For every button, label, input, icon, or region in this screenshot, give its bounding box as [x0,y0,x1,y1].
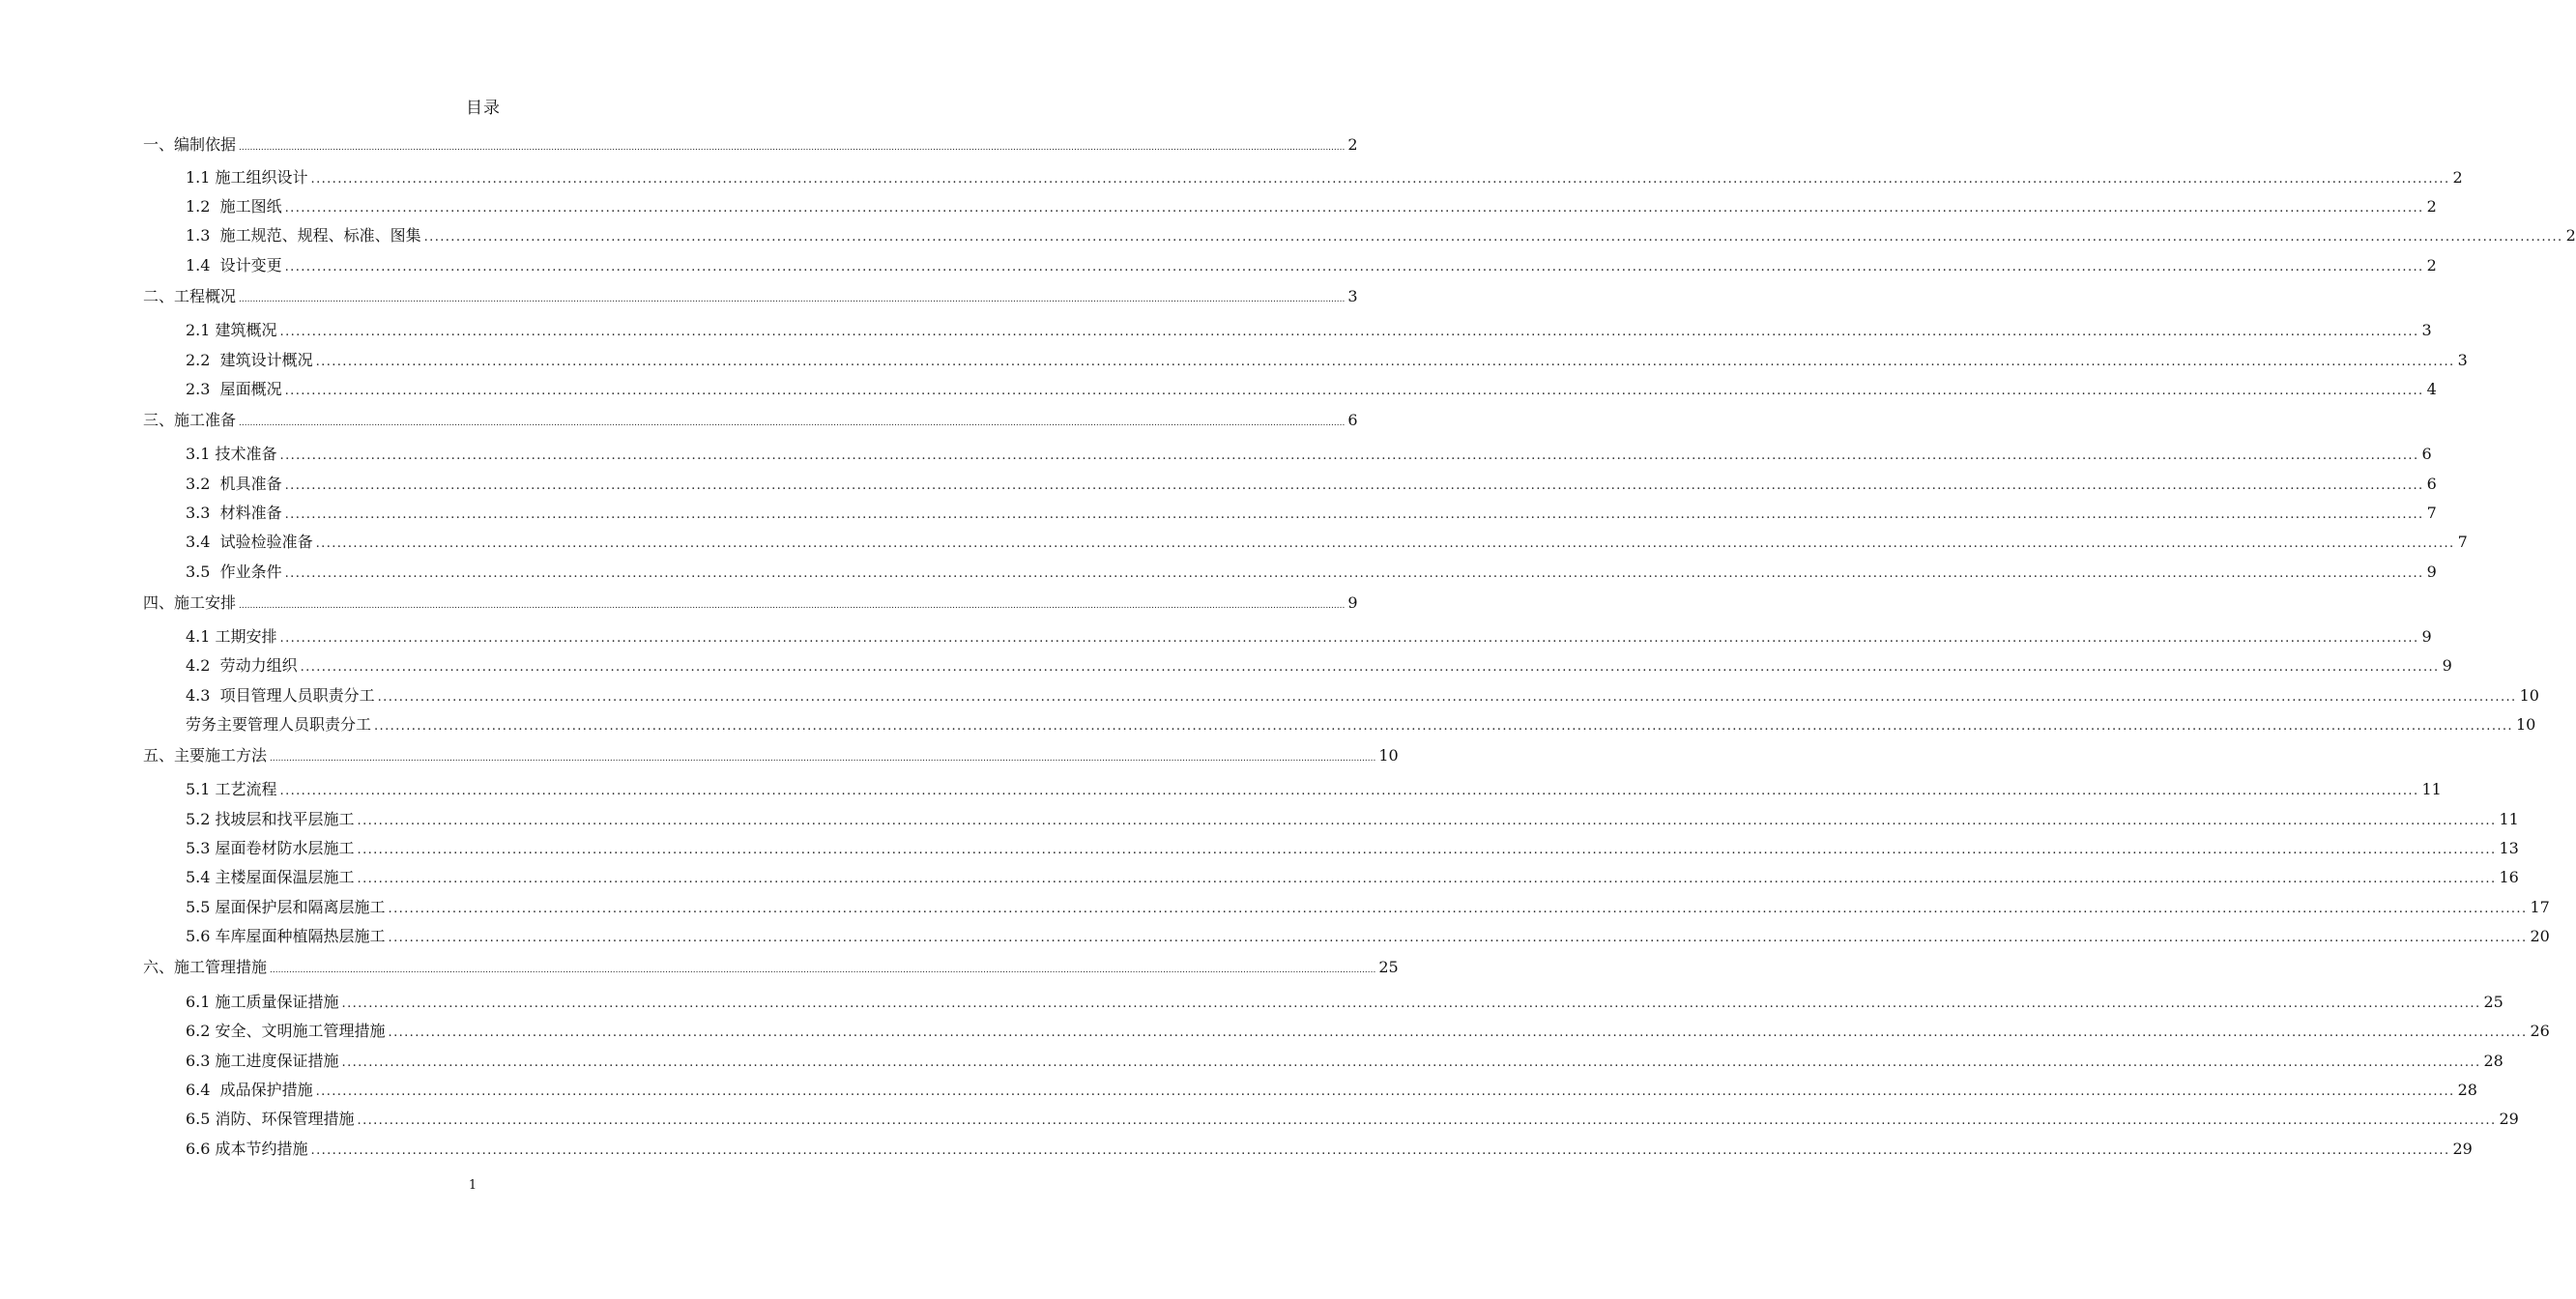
toc-title: 目录 [466,99,501,118]
toc-entry-page: 26 [2530,1022,2550,1040]
toc-entry-label: 6.1 施工质量保证措施 [186,993,339,1011]
toc-entry-page: 9 [2421,627,2432,646]
dot-leader: ................................................................................................................................................................................................................................................................................................................................................................................................................ [284,507,2424,522]
toc-entry-label: 5.2 找坡层和找平层施工 [186,810,355,828]
toc-entry[interactable] [186,563,2437,584]
toc-entry[interactable] [143,135,1358,158]
toc-entry-page: 29 [2499,1110,2519,1128]
toc-entry-page: 2 [2426,197,2437,216]
dot-leader: ................................................................................................................................................................................................................................................................................................................................................................................................................ [279,784,2419,798]
toc-entry-label: 六、施工管理措施 [143,958,268,976]
toc-entry-label: 一、编制依据 [143,135,237,154]
toc-entry[interactable] [186,504,2437,525]
toc-entry-label: 3.3 材料准备 [186,504,282,522]
toc-entry-label: 5.6 车库屋面种植隔热层施工 [186,927,386,945]
toc-entry-label: 2.2 建筑设计概况 [186,351,313,369]
toc-entry-label: 5.4 主楼屋面保温层施工 [186,868,355,886]
toc-entry-label: 4.2 劳动力组织 [186,656,298,675]
toc-entry[interactable] [143,411,1358,433]
toc-entry-page: 2 [2565,226,2576,245]
dot-leader: ................................................................................................................................................................................................................................................................................................................................................................................................................ [310,172,2450,187]
dot-leader: ................................................................................................................................................................................................................................................................................................................................................................................................................ [315,536,2455,551]
toc-entry-page: 2 [2452,168,2463,187]
toc-entry[interactable] [143,593,1358,616]
toc-entry-page: 2 [1347,135,1358,154]
toc-entry-page: 16 [2499,868,2519,886]
toc-entry[interactable] [186,226,2576,247]
toc-entry-label: 6.3 施工进度保证措施 [186,1052,339,1070]
dot-leader: ................................................................................................................................................................................................................................................................................................................................................................................................................ [341,1055,2481,1070]
dot-leader: ................................................................................................................................................................................................................................................................................................................................................................................................................ [300,660,2440,675]
dot-leader: ................................................................................................................................................................................................................................................................................................................................................................................................................ [388,931,2528,945]
toc-entry-page: 28 [2457,1081,2477,1099]
toc-entry-label: 2.1 建筑概况 [186,321,277,339]
toc-entry-label: 三、施工准备 [143,411,237,429]
toc-entry[interactable] [143,958,1399,980]
toc-entry-label: 2.3 屋面概况 [186,380,282,398]
toc-entry-label: 4.3 项目管理人员职责分工 [186,686,375,705]
toc-entry[interactable] [186,810,2519,831]
toc-entry[interactable] [186,168,2463,189]
toc-entry-page: 9 [2442,656,2452,675]
toc-entry-page: 6 [1347,411,1358,429]
toc-entry-label: 劳务主要管理人员职责分工 [186,715,372,734]
toc-entry[interactable] [186,321,2432,342]
toc-entry-page: 11 [2499,810,2519,828]
toc-entry[interactable] [143,746,1399,768]
toc-entry[interactable] [186,197,2437,218]
toc-entry-page: 10 [2515,715,2536,734]
toc-entry-page: 10 [1378,746,1399,765]
toc-entry-label: 1.1 施工组织设计 [186,168,308,187]
dot-leader: ................................................................................................................................................................................................................................................................................................................................................................................................................ [341,996,2481,1011]
toc-entry-page: 11 [2421,780,2442,798]
toc-entry-page: 13 [2499,839,2519,857]
toc-entry-page: 17 [2530,898,2550,916]
toc-entry[interactable] [186,868,2519,889]
dot-leader: ................................................................................................................................................................................................................................................................................................................................................................................................................ [279,325,2419,339]
dot-leader: ................................................................................................................................................................................................................................................................................................................................................................................................................ [374,719,2513,734]
toc-entry-label: 6.6 成本节约措施 [186,1140,308,1158]
toc-entry[interactable] [186,898,2550,919]
dot-leader: ................................................................................................................................................................................................................................................................................................................................................................................................................ [270,966,1376,975]
toc-entry[interactable] [186,351,2468,372]
dot-leader: ................................................................................................................................................................................................................................................................................................................................................................................................................ [239,419,1346,428]
toc-entry-label: 6.4 成品保护措施 [186,1081,313,1099]
toc-entry-label: 1.2 施工图纸 [186,197,282,216]
dot-leader: ................................................................................................................................................................................................................................................................................................................................................................................................................ [357,872,2497,886]
toc-entry[interactable] [186,445,2432,466]
toc-entry[interactable] [186,656,2452,678]
toc-entry-page: 25 [1378,958,1399,976]
toc-entry-page: 3 [1347,287,1358,305]
toc-entry-page: 7 [2426,504,2437,522]
toc-entry[interactable] [186,839,2519,860]
toc-entry[interactable] [186,256,2437,277]
toc-entry-page: 3 [2457,351,2468,369]
toc-entry-page: 2 [2426,256,2437,274]
dot-leader: ................................................................................................................................................................................................................................................................................................................................................................................................................ [388,1025,2528,1040]
dot-leader: ................................................................................................................................................................................................................................................................................................................................................................................................................ [357,814,2497,828]
dot-leader: ................................................................................................................................................................................................................................................................................................................................................................................................................ [388,902,2528,916]
toc-entry-label: 3.2 机具准备 [186,475,282,493]
dot-leader: ................................................................................................................................................................................................................................................................................................................................................................................................................ [284,566,2424,581]
toc-entry-page: 28 [2483,1052,2504,1070]
toc-entry-page: 10 [2519,686,2539,705]
toc-entry-label: 1.4 设计变更 [186,256,282,274]
dot-leader: ................................................................................................................................................................................................................................................................................................................................................................................................................ [284,201,2424,216]
toc-entry[interactable] [143,287,1358,309]
toc-entry[interactable] [186,993,2504,1014]
toc-entry-page: 4 [2426,380,2437,398]
toc-entry-page: 25 [2483,993,2504,1011]
dot-leader: ................................................................................................................................................................................................................................................................................................................................................................................................................ [377,690,2517,705]
toc-entry-label: 5.3 屋面卷材防水层施工 [186,839,355,857]
dot-leader: ................................................................................................................................................................................................................................................................................................................................................................................................................ [423,230,2563,245]
page-number: 1 [468,1178,478,1193]
toc-entry[interactable] [186,380,2437,401]
dot-leader: ................................................................................................................................................................................................................................................................................................................................................................................................................ [270,754,1376,764]
dot-leader: ................................................................................................................................................................................................................................................................................................................................................................................................................ [357,843,2497,857]
dot-leader: ................................................................................................................................................................................................................................................................................................................................................................................................................ [279,448,2419,463]
toc-entry-page: 3 [2421,321,2432,339]
toc-entry-label: 3.4 试验检验准备 [186,533,313,551]
toc-entry-page: 29 [2452,1140,2473,1158]
toc-entry[interactable] [186,475,2437,496]
toc-entry-page: 6 [2421,445,2432,463]
toc-entry[interactable] [186,1140,2473,1161]
toc-entry[interactable] [186,1081,2477,1102]
toc-entry-label: 3.1 技术准备 [186,445,277,463]
toc-entry-label: 5.1 工艺流程 [186,780,277,798]
dot-leader: ................................................................................................................................................................................................................................................................................................................................................................................................................ [310,1143,2450,1158]
toc-entry[interactable] [186,1052,2504,1073]
toc-entry[interactable] [186,1022,2550,1043]
dot-leader: ................................................................................................................................................................................................................................................................................................................................................................................................................ [315,1084,2455,1099]
dot-leader: ................................................................................................................................................................................................................................................................................................................................................................................................................ [279,631,2419,646]
dot-leader: ................................................................................................................................................................................................................................................................................................................................................................................................................ [284,260,2424,274]
toc-entry-page: 7 [2457,533,2468,551]
toc-entry-label: 1.3 施工规范、规程、标准、图集 [186,226,421,245]
toc-entry-label: 3.5 作业条件 [186,563,282,581]
toc-entry[interactable] [186,780,2442,801]
toc-entry[interactable] [186,927,2550,948]
toc-entry[interactable] [186,686,2539,707]
dot-leader: ................................................................................................................................................................................................................................................................................................................................................................................................................ [239,295,1346,304]
toc-entry-label: 6.2 安全、文明施工管理措施 [186,1022,386,1040]
toc-entry-label: 二、工程概况 [143,287,237,305]
dot-leader: ................................................................................................................................................................................................................................................................................................................................................................................................................ [239,143,1346,153]
toc-entry-label: 四、施工安排 [143,593,237,612]
dot-leader: ................................................................................................................................................................................................................................................................................................................................................................................................................ [284,478,2424,493]
toc-entry[interactable] [186,627,2432,649]
toc-entry[interactable] [186,715,2536,736]
toc-entry-page: 9 [1347,593,1358,612]
toc-entry-page: 6 [2426,475,2437,493]
toc-entry-page: 20 [2530,927,2550,945]
toc-entry-label: 6.5 消防、环保管理措施 [186,1110,355,1128]
toc-entry-label: 五、主要施工方法 [143,746,268,765]
dot-leader: ................................................................................................................................................................................................................................................................................................................................................................................................................ [239,601,1346,611]
toc-entry-page: 9 [2426,563,2437,581]
dot-leader: ................................................................................................................................................................................................................................................................................................................................................................................................................ [284,384,2424,398]
toc-entry[interactable] [186,533,2468,554]
dot-leader: ................................................................................................................................................................................................................................................................................................................................................................................................................ [357,1113,2497,1128]
dot-leader: ................................................................................................................................................................................................................................................................................................................................................................................................................ [315,355,2455,369]
toc-entry[interactable] [186,1110,2519,1131]
toc-entry-label: 5.5 屋面保护层和隔离层施工 [186,898,386,916]
toc-entry-label: 4.1 工期安排 [186,627,277,646]
